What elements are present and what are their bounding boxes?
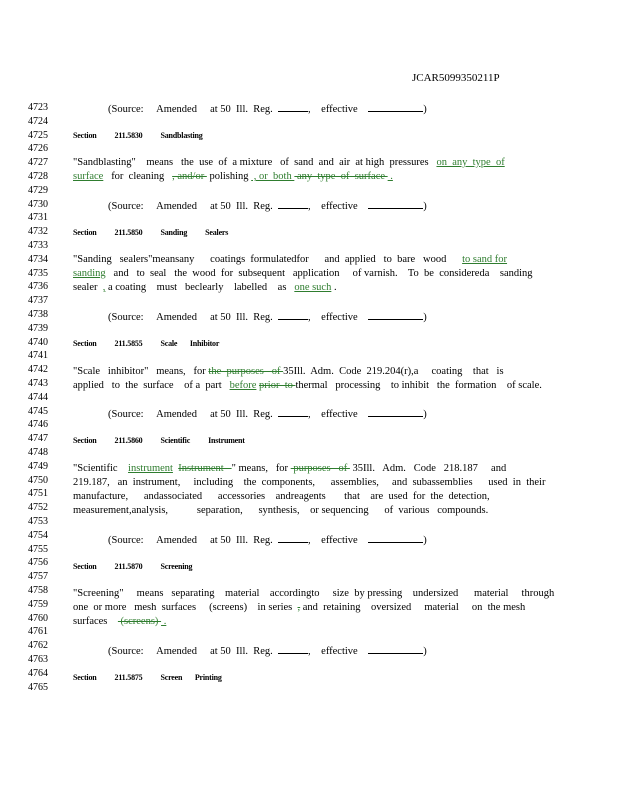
definition-scientific-instrument-line4: measurement,analysis, separation, synthesis, or sequencing of various compounds. [73, 505, 489, 516]
line-number: 4747 [28, 433, 48, 445]
source-note: (Source: Amended at 50 Ill. Reg. , effective ) [108, 535, 427, 546]
source-effective: effective [321, 409, 358, 420]
line-number: 4750 [28, 474, 48, 486]
deleted-text: Instrument [178, 463, 232, 474]
line-number: 4759 [28, 598, 48, 610]
line-number: 4755 [28, 543, 48, 555]
inserted-text: . [161, 616, 167, 627]
line-number: 4752 [28, 502, 48, 514]
source-note: (Source: Amended at 50 Ill. Reg. , effective ) [108, 646, 427, 657]
source-close: ) [423, 104, 427, 115]
section-word: Section [73, 436, 97, 445]
source-ill: Ill. [236, 312, 248, 323]
definition-sandblasting-line1 [73, 158, 543, 168]
source-effective: effective [321, 104, 358, 115]
source-at: at 50 [210, 104, 231, 115]
definition-screening-line1: "Screening" means separating material accordingto size by pressing undersized material through [73, 588, 555, 599]
section-number: 211.5830 [114, 131, 143, 140]
definition-scientific-instrument-line2: 219.187, an instrument, including the components, assemblies, and subassemblies used in their [73, 477, 546, 488]
line-number: 4740 [28, 336, 48, 348]
definition-text: 35Ill. Adm. Code 219.204(r),a coating that is [283, 366, 504, 377]
source-open: (Source: [108, 104, 144, 115]
source-effective: effective [321, 201, 358, 212]
deleted-text: prior to [259, 380, 296, 391]
definition-text: for cleaning [103, 171, 173, 182]
line-number: 4749 [28, 460, 48, 472]
section-word: Section [73, 131, 97, 140]
source-effective: effective [321, 646, 358, 657]
source-at: at 50 [210, 409, 231, 420]
source-close: ) [423, 409, 427, 420]
definition-sanding-sealers-line1 [73, 255, 543, 265]
definition-text: " means, for [231, 463, 291, 474]
definition-sandblasting-line2 [73, 172, 543, 182]
line-number: 4737 [28, 295, 48, 307]
line-number: 4732 [28, 226, 48, 238]
line-number: 4731 [28, 212, 48, 224]
definition-scale-inhibitor-line1 [73, 367, 543, 377]
section-word: Section [73, 562, 97, 571]
definition-scale-inhibitor-line2 [73, 381, 543, 391]
inserted-text: . [387, 171, 393, 182]
source-close: ) [423, 535, 427, 546]
source-amended: Amended [156, 535, 197, 546]
source-amended: Amended [156, 201, 197, 212]
source-effective: effective [321, 535, 358, 546]
line-number: 4764 [28, 667, 48, 679]
line-number: 4725 [28, 129, 48, 141]
register-blank [278, 311, 308, 320]
definition-text: "Scale inhibitor" means, for [73, 366, 209, 377]
line-number: 4741 [28, 350, 48, 362]
effective-date-blank [368, 200, 423, 209]
definition-text: and retaining oversized material on the mesh [300, 602, 526, 613]
definition-text: . [331, 282, 337, 293]
source-close: ) [423, 312, 427, 323]
definition-text: "Sanding sealers"meansany coatings formulatedfor and applied to bare wood [73, 254, 463, 265]
definition-text: thermal processing to inhibit the formation of scale. [295, 380, 542, 391]
source-reg: Reg. [253, 201, 273, 212]
section-title: Sandblasting [160, 131, 203, 140]
line-number: 4761 [28, 626, 48, 638]
line-number: 4765 [28, 681, 48, 693]
source-at: at 50 [210, 646, 231, 657]
section-heading-211-5850 [73, 228, 543, 238]
line-number: 4730 [28, 198, 48, 210]
source-reg: Reg. [253, 312, 273, 323]
source-note: (Source: Amended at 50 Ill. Reg. , effective ) [108, 201, 427, 212]
definition-scientific-instrument-line1 [73, 464, 543, 474]
source-at: at 50 [210, 312, 231, 323]
source-open: (Source: [108, 646, 144, 657]
inserted-text: sanding [73, 268, 106, 279]
source-ill: Ill. [236, 104, 248, 115]
source-open: (Source: [108, 535, 144, 546]
line-number: 4728 [28, 171, 48, 182]
line-number: 4762 [28, 640, 48, 652]
source-close: ) [423, 646, 427, 657]
source-at: at 50 [210, 201, 231, 212]
section-title: Scientific [160, 436, 191, 445]
section-title: Scale [160, 339, 178, 348]
document-header-id: JCAR5099350211P [412, 72, 500, 84]
inserted-text: on any type of [436, 157, 505, 168]
line-number: 4758 [28, 585, 48, 596]
line-number: 4739 [28, 322, 48, 334]
line-number: 4736 [28, 281, 48, 293]
source-reg: Reg. [253, 646, 273, 657]
deleted-text: , and/or [172, 171, 207, 182]
section-heading-211-5875 [73, 673, 543, 683]
line-number: 4745 [28, 405, 48, 417]
definition-text: applied to the surface of a part [73, 380, 230, 391]
definition-text: and to seal the wood for subsequent application of varnish. To be considereda sanding [105, 268, 533, 279]
section-number: 211.5855 [114, 339, 143, 348]
section-title: Sealers [205, 228, 229, 237]
definition-screening-line2 [73, 603, 543, 613]
line-number: 4763 [28, 654, 48, 665]
source-note: (Source: Amended at 50 Ill. Reg. , effective ) [108, 312, 427, 323]
source-amended: Amended [156, 409, 197, 420]
line-number: 4748 [28, 447, 48, 458]
line-number: 4724 [28, 115, 48, 127]
source-effective: effective [321, 312, 358, 323]
effective-date-blank [368, 408, 423, 417]
source-reg: Reg. [253, 409, 273, 420]
definition-text: sealer [73, 282, 103, 293]
inserted-text: before [229, 380, 257, 391]
register-blank [278, 103, 308, 112]
line-number: 4744 [28, 391, 48, 403]
deleted-text: the purposes of [208, 366, 284, 377]
line-number: 4726 [28, 143, 48, 155]
section-heading-211-5860 [73, 436, 543, 446]
line-number: 4735 [28, 267, 48, 279]
line-number: 4753 [28, 516, 48, 527]
inserted-text: , or both [251, 171, 295, 182]
effective-date-blank [368, 534, 423, 543]
section-number: 211.5870 [114, 562, 143, 571]
section-word: Section [73, 339, 97, 348]
source-amended: Amended [156, 104, 197, 115]
inserted-text: , [102, 282, 106, 293]
inserted-text: to sand for [462, 254, 508, 265]
source-note: (Source: Amended at 50 Ill. Reg. , effective ) [108, 104, 427, 115]
line-number: 4756 [28, 557, 48, 569]
source-at: at 50 [210, 535, 231, 546]
register-blank [278, 534, 308, 543]
section-number: 211.5860 [114, 436, 143, 445]
line-number: 4746 [28, 419, 48, 431]
section-heading-211-5870 [73, 562, 543, 572]
line-number: 4729 [28, 184, 48, 196]
line-number: 4757 [28, 571, 48, 583]
line-number: 4742 [28, 364, 48, 376]
section-title: Inhibitor [189, 339, 220, 348]
section-title: Screen [160, 673, 183, 682]
definition-screening-line3 [73, 617, 543, 627]
line-number: 4733 [28, 240, 48, 251]
line-number: 4727 [28, 157, 48, 169]
source-ill: Ill. [236, 535, 248, 546]
source-reg: Reg. [253, 104, 273, 115]
source-reg: Reg. [253, 535, 273, 546]
definition-text: polishing [206, 171, 252, 182]
deleted-text: purposes of [290, 463, 350, 474]
definition-text: "Sandblasting" means the use of a mixture of sand and air at high pressures [73, 157, 437, 168]
section-heading-211-5830 [73, 131, 543, 141]
inserted-text: one such [294, 282, 332, 293]
source-open: (Source: [108, 409, 144, 420]
source-ill: Ill. [236, 201, 248, 212]
definition-text: surfaces [73, 616, 118, 627]
definition-text: a coating must beclearly labelled as [105, 282, 295, 293]
section-word: Section [73, 228, 97, 237]
register-blank [278, 200, 308, 209]
line-number: 4754 [28, 529, 48, 541]
source-ill: Ill. [236, 409, 248, 420]
line-number: 4743 [28, 378, 48, 389]
source-note: (Source: Amended at 50 Ill. Reg. , effective ) [108, 409, 427, 420]
definition-sanding-sealers-line3 [73, 283, 543, 293]
definition-text: "Scientific [73, 463, 129, 474]
effective-date-blank [368, 645, 423, 654]
source-close: ) [423, 201, 427, 212]
section-number: 211.5875 [114, 673, 143, 682]
definition-scientific-instrument-line3: manufacture, andassociated accessories andreagents that are used for the detection, [73, 491, 490, 502]
source-ill: Ill. [236, 646, 248, 657]
register-blank [278, 645, 308, 654]
definition-text: 35Ill. Adm. Code 218.187 and [349, 463, 507, 474]
line-number: 4723 [28, 102, 48, 113]
effective-date-blank [368, 311, 423, 320]
definition-sanding-sealers-line2 [73, 269, 543, 279]
section-heading-211-5855 [73, 339, 543, 349]
source-amended: Amended [156, 312, 197, 323]
section-title: Sanding [160, 228, 188, 237]
deleted-text: , [297, 602, 301, 613]
inserted-text: surface [73, 171, 104, 182]
source-open: (Source: [108, 312, 144, 323]
line-number: 4734 [28, 253, 48, 265]
deleted-text: any type of surface [294, 171, 388, 182]
section-title: Printing [194, 673, 222, 682]
register-blank [278, 408, 308, 417]
section-title: Screening [160, 562, 193, 571]
source-open: (Source: [108, 201, 144, 212]
inserted-text: instrument [128, 463, 173, 474]
section-title: Instrument [208, 436, 245, 445]
deleted-text: (screens) [117, 616, 162, 627]
section-number: 211.5850 [114, 228, 143, 237]
source-amended: Amended [156, 646, 197, 657]
line-number: 4760 [28, 612, 48, 624]
effective-date-blank [368, 103, 423, 112]
definition-text: one or more mesh surfaces (screens) in series [73, 602, 298, 613]
line-number: 4751 [28, 488, 48, 500]
line-number: 4738 [28, 309, 48, 320]
section-word: Section [73, 673, 97, 682]
